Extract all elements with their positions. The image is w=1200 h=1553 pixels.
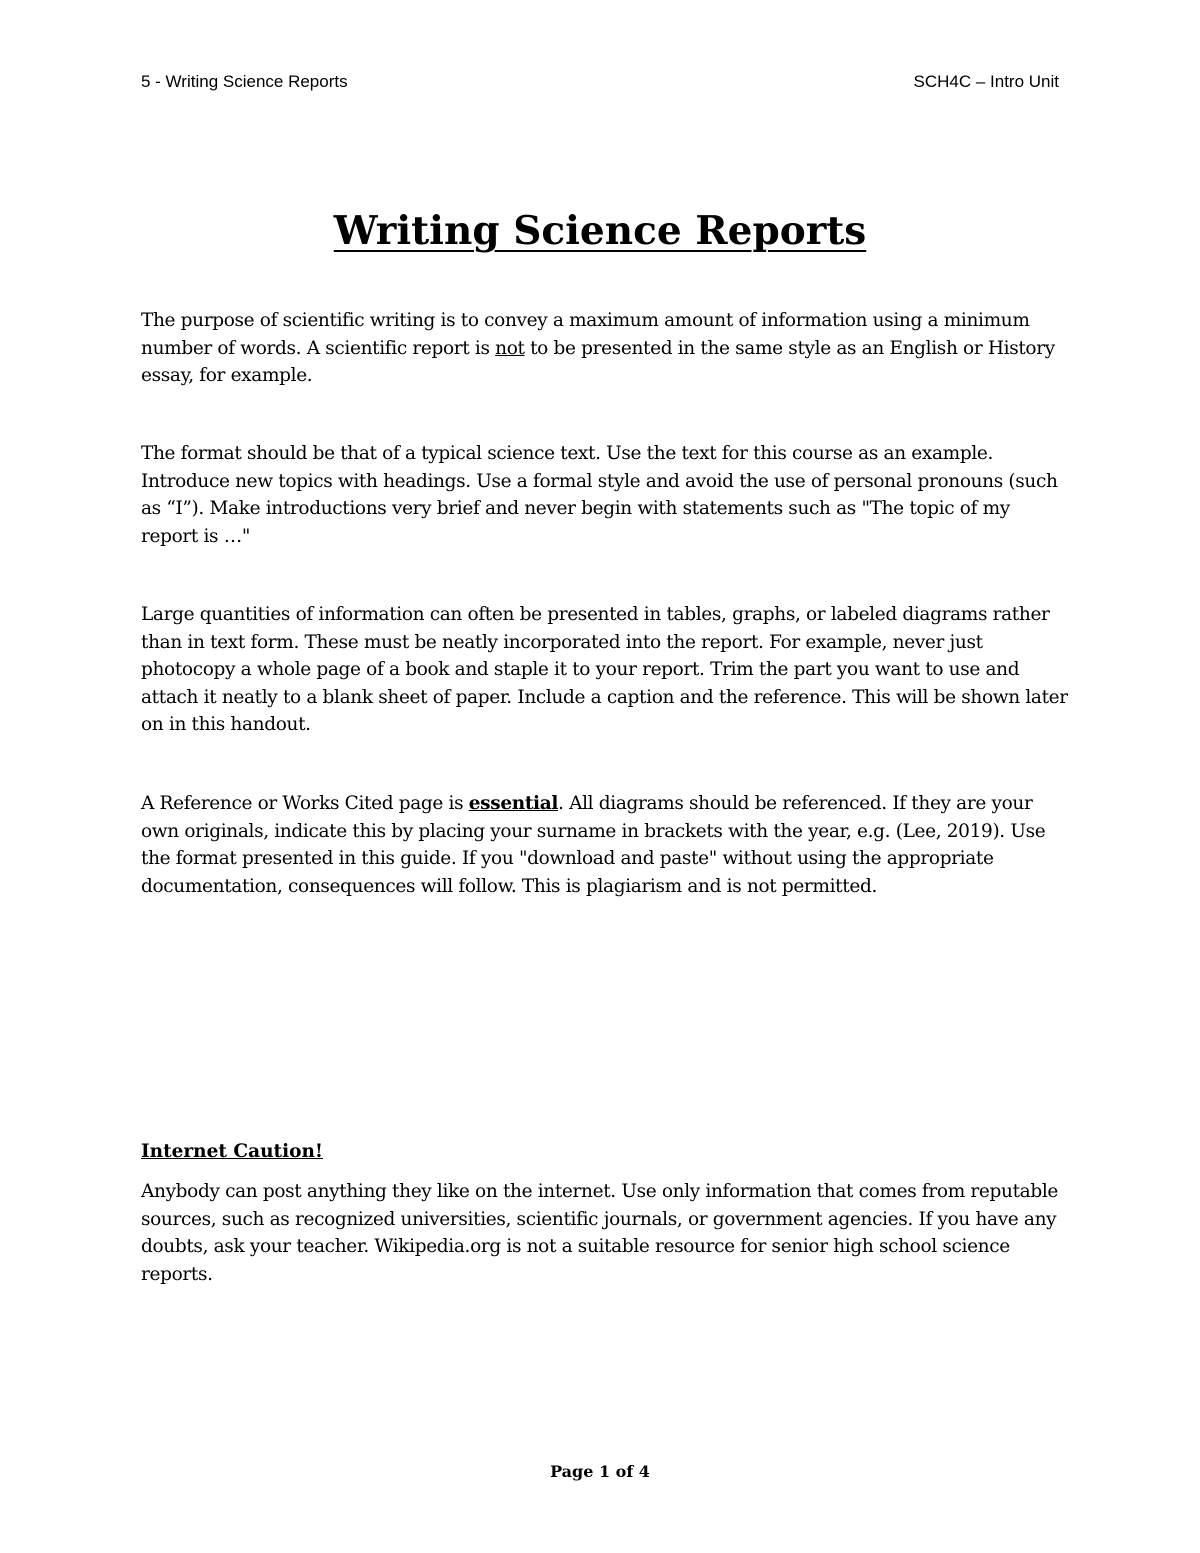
emphasis-not: not	[495, 337, 525, 359]
paragraph-purpose-text-2: to be presented in the same style as an English or History essay, for example.	[141, 337, 1055, 386]
paragraph-format	[141, 440, 1071, 550]
page-title: Writing Science Reports	[333, 208, 867, 254]
paragraph-purpose-text-1: The purpose of scientific writing is to convey a maximum amount of information using a minimum number of words. A scientific report is	[141, 310, 1030, 359]
paragraph-purpose	[141, 307, 1071, 390]
emphasis-essential: essential	[468, 793, 559, 814]
internet-caution-heading: Internet Caution!	[141, 1141, 324, 1162]
paragraph-tables-graphs	[141, 601, 1071, 739]
paragraph-format-text: The format should be that of a typical science text. Use the text for this course as an example. Introduce new topics with headings. Use a formal style and avoid the use of personal pronouns (such as “I”). Make introductions very brief and never begin with statements such as "The topic of my report is …"	[141, 443, 1058, 547]
header-course-unit: SCH4C – Intro Unit	[913, 72, 1059, 91]
paragraph-references	[141, 790, 1071, 900]
header-document-title: 5 - Writing Science Reports	[141, 72, 348, 91]
page-number: Page 1 of 4	[550, 1462, 650, 1481]
paragraph-tables-graphs-text: Large quantities of information can often be presented in tables, graphs, or labeled diagrams rather than in text form. These must be neatly incorporated into the report. For example, never just photocopy a whole page of a book and staple it to your report. Trim the part you want to use and attach it neatly to a blank sheet of paper. Include a caption and the reference. This will be shown later on in this handout.	[141, 604, 1068, 735]
paragraph-references-text-2: . All diagrams should be referenced. If they are your own originals, indicate this by placing your surname in brackets with the year, e.g. (Lee, 2019). Use the format presented in this guide. If you "download and paste" without using the appropriate documentation, consequences will follow. This is plagiarism and is not permitted.	[141, 793, 1046, 897]
paragraph-references-text-1: A Reference or Works Cited page is	[141, 793, 469, 814]
paragraph-internet-caution-text: Anybody can post anything they like on the internet. Use only information that comes from reputable sources, such as recognized universities, scientific journals, or government agencies. If you have any doubts, ask your teacher. Wikipedia.org is not a suitable resource for senior high school science reports.	[141, 1181, 1058, 1285]
paragraph-internet-caution	[141, 1178, 1071, 1288]
